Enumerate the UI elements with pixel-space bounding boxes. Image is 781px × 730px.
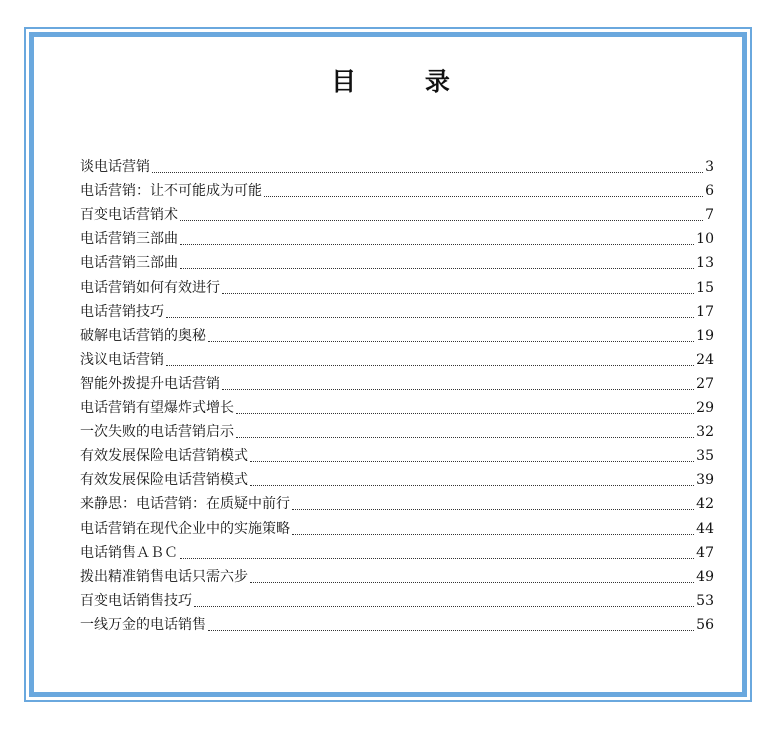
toc-entry[interactable] [80, 224, 714, 248]
toc-entry[interactable] [80, 417, 714, 441]
dot-leader [250, 484, 694, 486]
dot-leader [208, 340, 694, 342]
toc-entry-title: 有效发展保险电话营销模式 [80, 472, 248, 489]
dot-leader [292, 508, 694, 510]
toc-entry-title: 浅议电话营销 [80, 351, 164, 368]
toc-entry-title: 拨出精准销售电话只需六步 [80, 568, 248, 585]
dot-leader [250, 460, 694, 462]
toc-title: 目 录 [331, 67, 480, 96]
dot-leader [166, 364, 694, 366]
toc-entry-title: 破解电话营销的奥秘 [80, 327, 206, 344]
toc-entry-title: 智能外拨提升电话营销 [80, 375, 220, 392]
toc-entry[interactable] [80, 465, 714, 489]
dot-leader [250, 581, 694, 583]
toc-entry[interactable] [80, 538, 714, 562]
table-of-contents [80, 152, 714, 634]
toc-entry-title: 谈电话营销 [80, 159, 150, 176]
toc-entry-page-number: 17 [696, 303, 714, 320]
dot-leader [180, 267, 694, 269]
toc-entry-title: 一线万金的电话销售 [80, 616, 206, 633]
toc-entry-title: 来静思：电话营销：在质疑中前行 [80, 496, 290, 513]
toc-entry-title: 一次失败的电话营销启示 [80, 424, 234, 441]
dot-leader [292, 533, 694, 535]
toc-entry[interactable] [80, 152, 714, 176]
dot-leader [208, 629, 694, 631]
toc-entry[interactable] [80, 441, 714, 465]
dot-leader [236, 412, 694, 414]
toc-entry[interactable] [80, 297, 714, 321]
toc-entry-page-number: 53 [696, 592, 714, 609]
toc-entry-page-number: 47 [696, 544, 714, 561]
dot-leader [264, 195, 703, 197]
toc-entry[interactable] [80, 562, 714, 586]
toc-entry-page-number: 7 [705, 207, 714, 224]
toc-entry-page-number: 56 [696, 616, 714, 633]
toc-entry-page-number: 32 [696, 424, 714, 441]
toc-entry-page-number: 13 [696, 255, 714, 272]
toc-entry-title: 电话营销如何有效进行 [80, 279, 220, 296]
toc-entry-page-number: 3 [705, 159, 714, 176]
toc-entry-page-number: 15 [696, 279, 714, 296]
toc-entry-title: 电话营销三部曲 [80, 255, 178, 272]
toc-entry[interactable] [80, 176, 714, 200]
dot-leader [222, 388, 694, 390]
toc-entry-title: 百变电话销售技巧 [80, 592, 192, 609]
toc-entry[interactable] [80, 393, 714, 417]
toc-entry-title: 百变电话营销术 [80, 207, 178, 224]
toc-entry-title: 电话营销有望爆炸式增长 [80, 400, 234, 417]
toc-entry-page-number: 39 [696, 472, 714, 489]
toc-entry-title: 电话营销三部曲 [80, 231, 178, 248]
toc-entry-page-number: 44 [696, 520, 714, 537]
toc-entry[interactable] [80, 200, 714, 224]
dot-leader [152, 171, 703, 173]
toc-entry[interactable] [80, 489, 714, 513]
dot-leader [180, 219, 703, 221]
toc-entry[interactable] [80, 321, 714, 345]
dot-leader [166, 316, 694, 318]
toc-entry-page-number: 24 [696, 351, 714, 368]
toc-entry[interactable] [80, 586, 714, 610]
toc-entry-title: 电话营销在现代企业中的实施策略 [80, 520, 290, 537]
toc-entry-title: 电话营销技巧 [80, 303, 164, 320]
dot-leader [180, 557, 694, 559]
toc-entry-page-number: 10 [696, 231, 714, 248]
toc-entry-page-number: 29 [696, 400, 714, 417]
toc-entry[interactable] [80, 248, 714, 272]
dot-leader [180, 243, 694, 245]
toc-entry-page-number: 19 [696, 327, 714, 344]
dot-leader [194, 605, 694, 607]
toc-entry-page-number: 6 [705, 183, 714, 200]
dot-leader [222, 292, 694, 294]
toc-entry[interactable] [80, 513, 714, 537]
toc-entry-page-number: 49 [696, 568, 714, 585]
toc-entry[interactable] [80, 345, 714, 369]
toc-entry[interactable] [80, 610, 714, 634]
toc-entry-page-number: 42 [696, 496, 714, 513]
toc-entry[interactable] [80, 272, 714, 296]
toc-entry-title: 电话营销：让不可能成为可能 [80, 183, 262, 200]
toc-entry-page-number: 35 [696, 448, 714, 465]
toc-entry[interactable] [80, 369, 714, 393]
toc-entry-title: 有效发展保险电话营销模式 [80, 448, 248, 465]
dot-leader [236, 436, 694, 438]
toc-entry-title: 电话销售ＡＢＣ [80, 544, 178, 561]
toc-entry-page-number: 27 [696, 375, 714, 392]
